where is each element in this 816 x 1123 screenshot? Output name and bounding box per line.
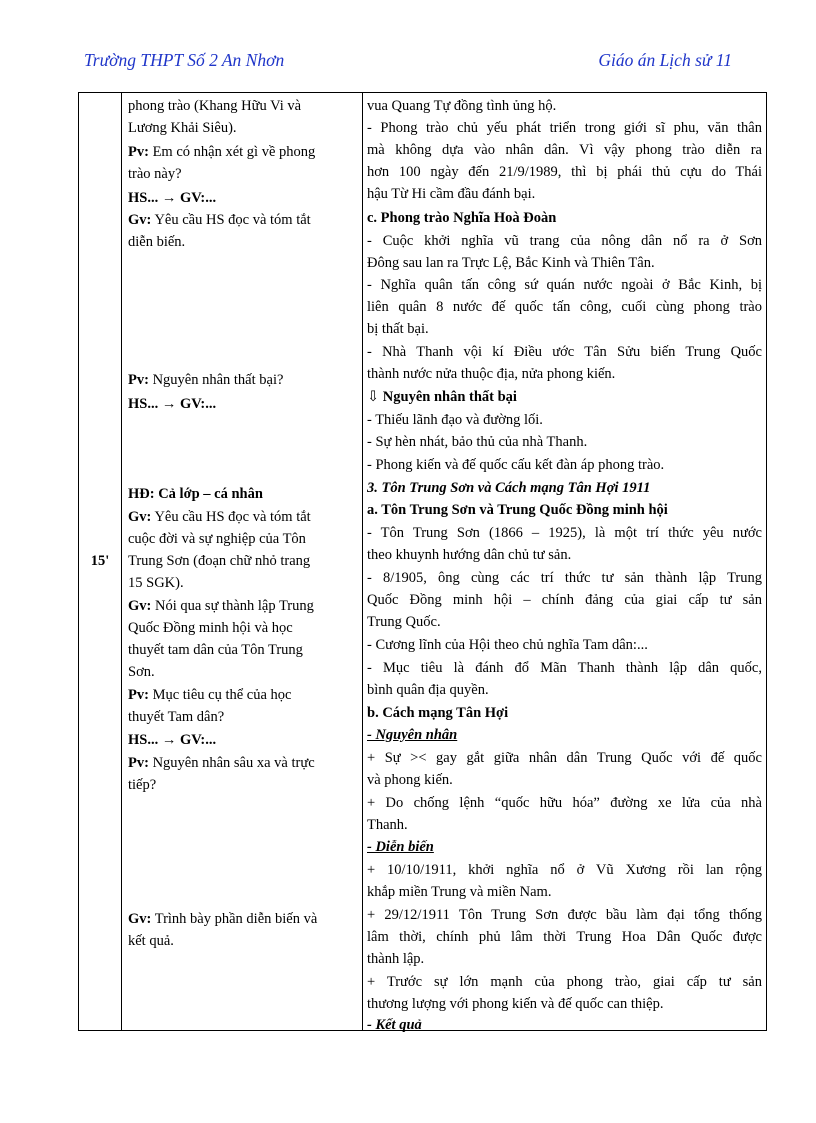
content-line: + Do chống lệnh “quốc hữu hóa” đường xe lửa của nhà — [367, 795, 762, 811]
teacher-line: 15 SGK). — [128, 575, 184, 591]
content-line: - Nhà Thanh vội kí Điều ước Tân Sửu biến Trung Quốc — [367, 344, 762, 360]
teacher-line: tiếp? — [128, 777, 157, 793]
teacher-line: Gv: Yêu cầu HS đọc và tóm tắt — [128, 212, 311, 228]
content-line: - Nghĩa quân tấn công sứ quán nước ngoài ở Bắc Kinh, bị — [367, 277, 762, 293]
content-line: hậu Từ Hi cầm đầu đánh bại. — [367, 186, 536, 202]
teacher-line: Gv: Nói qua sự thành lập Trung — [128, 598, 314, 614]
teacher-line: Pv: Nguyên nhân sâu xa và trực — [128, 755, 315, 771]
teacher-line: thuyết tam dân của Tôn Trung — [128, 642, 303, 658]
lesson-content-cell — [363, 93, 767, 1031]
section-heading: b. Cách mạng Tân Hợi — [367, 705, 509, 721]
teacher-line: Gv: Trình bày phần diễn biến và — [128, 911, 318, 927]
content-line: - Sự hèn nhát, bảo thủ của nhà Thanh. — [367, 434, 588, 450]
content-line: thành nước nửa thuộc địa, nửa phong kiến. — [367, 366, 616, 382]
content-line: - Thiếu lãnh đạo và đường lối. — [367, 412, 543, 428]
teacher-line: Sơn. — [128, 664, 155, 680]
content-line: và phong kiến. — [367, 772, 453, 788]
label-pv: Pv: — [128, 372, 149, 388]
teacher-line: Lương Khải Siêu). — [128, 120, 237, 136]
content-line: - 8/1905, ông cùng các trí thức tư sản thành lập Trung — [367, 570, 762, 586]
content-line: Quốc Đồng minh hội – chính đảng của giai cấp tư sản — [367, 592, 762, 608]
teacher-line: kết quả. — [128, 933, 174, 949]
time-cell: 15' — [79, 93, 122, 1031]
page-header — [80, 50, 732, 76]
content-line: hơn 100 ngày đến 21/9/1989, thì bị phái thủ cựu do Thái — [367, 164, 762, 180]
teacher-line: cuộc đời và sự nghiệp của Tôn — [128, 531, 306, 547]
content-line: + 10/10/1911, khởi nghĩa nổ ở Vũ Xương rồi lan rộng — [367, 862, 762, 878]
label-gv: Gv: — [128, 509, 152, 525]
teacher-line: phong trào (Khang Hữu Vi và — [128, 98, 302, 114]
teacher-line: Pv: Em có nhận xét gì về phong — [128, 144, 316, 160]
teacher-line: trào này? — [128, 166, 182, 182]
teacher-line: Pv: Mục tiêu cụ thể của học — [128, 687, 292, 703]
teacher-line: Trung Sơn (đoạn chữ nhỏ trang — [128, 553, 311, 569]
content-line: + Trước sự lớn mạnh của phong trào, giai cấp tư sản — [367, 974, 762, 990]
teacher-line: HĐ: Cả lớp – cá nhân — [128, 486, 263, 502]
content-line: + 29/12/1911 Tôn Trung Sơn được bầu làm đại tổng thống — [367, 907, 762, 923]
teacher-line: Quốc Đồng minh hội và học — [128, 620, 293, 636]
down-arrow-icon: ⇩ — [367, 389, 380, 405]
label-pv: Pv: — [128, 144, 149, 160]
content-line: mà không dựa vào nhân dân. Vì vậy phong trào diễn ra — [367, 142, 762, 158]
label-gv: Gv: — [128, 212, 152, 228]
content-line: - Cuộc khởi nghĩa vũ trang của nông dân nổ ra ở Sơn — [367, 233, 762, 249]
section-heading: 3. Tôn Trung Sơn và Cách mạng Tân Hợi 1911 — [367, 480, 651, 496]
school-name: Trường THPT Số 2 An Nhơn — [84, 50, 285, 70]
label-pv: Pv: — [128, 687, 149, 703]
subsection-heading: - Kết quả — [367, 1017, 422, 1033]
content-line: - Phong trào chủ yếu phát triển trong giới sĩ phu, văn thân — [367, 120, 762, 136]
teacher-line: HS... → GV:... — [128, 190, 217, 206]
subsection-heading: - Diễn biến — [367, 839, 434, 855]
content-line: bị thất bại. — [367, 321, 429, 337]
content-line: bình quân địa quyền. — [367, 682, 489, 698]
section-heading: c. Phong trào Nghĩa Hoà Đoàn — [367, 210, 557, 226]
subsection-heading: - Nguyên nhân — [367, 727, 458, 743]
content-line: liên quân 8 nước đế quốc tấn công, cuối cùng phong trào — [367, 299, 762, 315]
teacher-line: Pv: Nguyên nhân thất bại? — [128, 372, 284, 388]
content-line: - Mục tiêu là đánh đổ Mãn Thanh thành lập dân quốc, — [367, 660, 762, 676]
teacher-line: HS... → GV:... — [128, 732, 217, 748]
content-line: Thanh. — [367, 817, 408, 833]
teacher-line: Gv: Yêu cầu HS đọc và tóm tắt — [128, 509, 311, 525]
content-line: - Phong kiến và đế quốc cấu kết đàn áp phong trào. — [367, 457, 665, 473]
teacher-line: thuyết Tam dân? — [128, 709, 225, 725]
content-line: lâm thời, chính phủ lâm thời Trung Hoa Dân Quốc được — [367, 929, 762, 945]
subject-title: Giáo án Lịch sử 11 — [598, 50, 732, 70]
section-heading: ⇩ Nguyên nhân thất bại — [367, 389, 517, 405]
label-gv: Gv: — [128, 598, 152, 614]
lesson-row — [79, 93, 767, 1031]
content-line: - Cương lĩnh của Hội theo chủ nghĩa Tam dân:... — [367, 637, 648, 653]
content-line: khắp miền Trung và miền Nam. — [367, 884, 552, 900]
content-line: vua Quang Tự đồng tình ủng hộ. — [367, 98, 557, 114]
content-line: - Tôn Trung Sơn (1866 – 1925), là một trí thức yêu nước — [367, 525, 762, 541]
content-line: + Sự >< gay gắt giữa nhân dân Trung Quốc với đế quốc — [367, 750, 762, 766]
label-gv: Gv: — [128, 911, 152, 927]
teacher-line: HS... → GV:... — [128, 396, 217, 412]
teacher-activities-cell — [122, 93, 363, 1031]
content-line: Đông sau lan ra Trực Lệ, Bắc Kinh và Thiên Tân. — [367, 255, 655, 271]
content-line: Trung Quốc. — [367, 614, 441, 630]
content-line: theo khuynh hướng dân chủ tư sản. — [367, 547, 572, 563]
teacher-line: diễn biến. — [128, 234, 186, 250]
section-heading: a. Tôn Trung Sơn và Trung Quốc Đồng minh hội — [367, 502, 668, 518]
label-pv: Pv: — [128, 755, 149, 771]
content-line: thương lượng với phong kiến và đế quốc can thiệp. — [367, 996, 664, 1012]
lesson-table — [78, 92, 767, 1031]
content-line: thành lập. — [367, 951, 425, 967]
